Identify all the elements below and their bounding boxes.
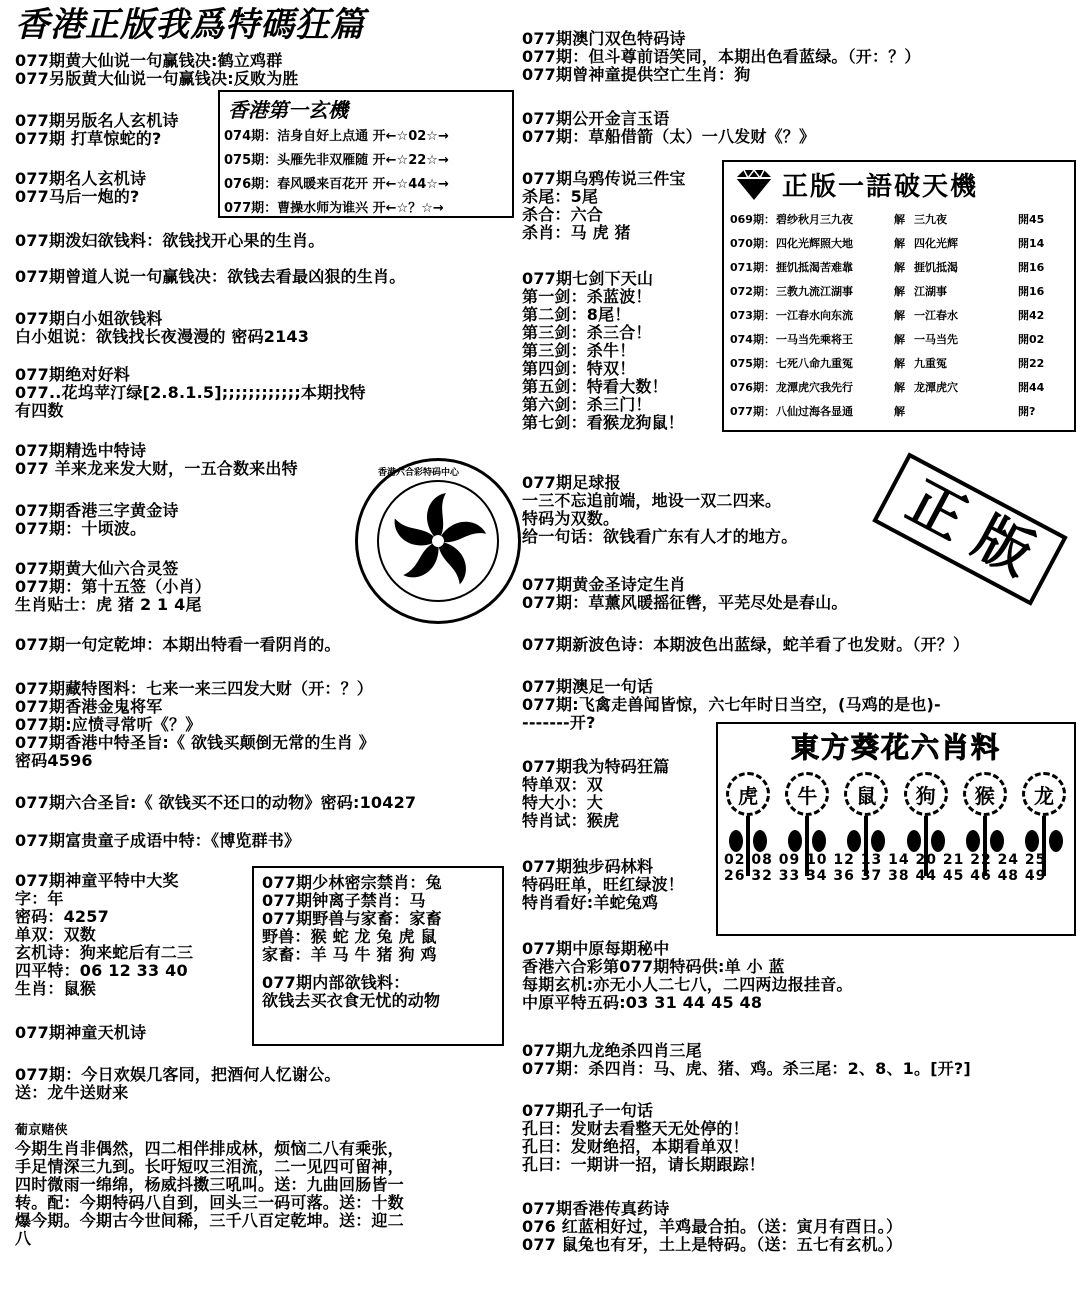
text-line: 四平特：06 12 33 40 bbox=[15, 961, 188, 980]
leaf-pair bbox=[966, 830, 1004, 852]
yiyu-cell-text: 捱饥抵渴苦难靠 bbox=[776, 261, 853, 274]
text-line: 第四剑：特双！ bbox=[522, 359, 636, 378]
text-line: 欲钱去买衣食无忧的动物 bbox=[262, 991, 441, 1010]
text-line: 077期：草船借箭（太）一八发财《？》 bbox=[522, 127, 816, 146]
text-line: 077期公开金言玉语 bbox=[522, 109, 670, 128]
yiyu-cell-kai: 開44 bbox=[1018, 381, 1045, 394]
text-line: 有四数 bbox=[15, 401, 64, 420]
block-shentong bbox=[15, 872, 193, 998]
text-line: 077期神童天机诗 bbox=[15, 1023, 147, 1042]
yiyu-cell-jie: 解 bbox=[894, 261, 905, 274]
block-juedui bbox=[15, 366, 366, 420]
text-line: 077期澳门双色特码诗 bbox=[522, 29, 686, 48]
yiyu-cell-kai: 開16 bbox=[1018, 261, 1045, 274]
leaf bbox=[1025, 830, 1039, 852]
text-line: 077期澳足一句话 bbox=[522, 677, 654, 696]
xuanji-box bbox=[218, 90, 514, 218]
text-line: 077期香港中特圣旨:《 欲钱买颠倒无常的生肖 》 bbox=[15, 733, 375, 752]
yiyu-cell-kai: 開02 bbox=[1018, 333, 1045, 346]
text-line: 077期：今日欢娱几客同，把酒何人忆谢公。 bbox=[15, 1065, 341, 1084]
yiyu-cell-jie: 解 bbox=[894, 381, 905, 394]
leaf bbox=[1049, 830, 1063, 852]
text-line: 第七剑：看猴龙狗鼠！ bbox=[522, 413, 685, 432]
yiyu-cell-jie: 解 bbox=[894, 213, 905, 226]
block-aomen bbox=[522, 30, 921, 84]
text-line: 给一句话：欲钱看广东有人才的地方。 bbox=[522, 527, 798, 546]
text-line: 077期我为特码狂篇 bbox=[522, 757, 670, 776]
yiyu-cell-kai: 開22 bbox=[1018, 357, 1045, 370]
page-title: 香港正版我爲特碼狂篇 bbox=[15, 5, 365, 45]
yiyu-cell-jie: 解 bbox=[894, 285, 905, 298]
leaf bbox=[753, 830, 767, 852]
text-line: 八 bbox=[15, 1229, 32, 1248]
yiyu-cell-period: 069期： bbox=[730, 213, 775, 226]
text-line: 077期乌鸦传说三件宝 bbox=[522, 169, 686, 188]
text-line: 一三不忘追前端，地设一双二四来。 bbox=[522, 491, 782, 510]
text-line: 077期：第十五签（小肖） bbox=[15, 577, 211, 596]
text-line: 077期白小姐欲钱料 bbox=[15, 309, 163, 328]
yiyu-cell-ans: 一马当先 bbox=[914, 333, 958, 346]
block-zuqiu bbox=[522, 474, 797, 546]
leaf bbox=[871, 830, 885, 852]
text-line: 特肖试：猴虎 bbox=[522, 811, 620, 830]
sunflower-icon bbox=[904, 772, 948, 852]
block-liuhe bbox=[15, 794, 416, 812]
yiyu-row bbox=[730, 231, 1068, 255]
yiyu-row bbox=[730, 279, 1068, 303]
number-row: 02 08 09 10 12 13 14 20 21 22 24 25 bbox=[724, 852, 1047, 868]
zodiac-label: 牛 bbox=[785, 772, 829, 816]
block-sanzi bbox=[15, 502, 179, 538]
text-line: 077期富贵童子成语中特：《博览群书》 bbox=[15, 831, 301, 850]
yiyu-cell-text: 三教九流江湖事 bbox=[776, 285, 853, 298]
yiyu-cell-text: 一马当先乘将王 bbox=[776, 333, 853, 346]
text-line: 转。配：今期特码八自到，回头三一码可落。送：十数 bbox=[15, 1193, 404, 1212]
text-line: 077期钟离子禁肖：马 bbox=[262, 891, 426, 910]
text-line: 077 鼠兔也有牙，土上是特码。（送：五七有玄机。） bbox=[522, 1235, 903, 1254]
text-line: 第二剑：8尾！ bbox=[522, 305, 631, 324]
block-jingxuan bbox=[15, 442, 298, 478]
yiyu-cell-ans: 江湖事 bbox=[914, 285, 947, 298]
yiyu-cell-kai: 開14 bbox=[1018, 237, 1045, 250]
text-line: 077期:应愤寻常听《？》 bbox=[15, 715, 202, 734]
text-line: 玄机诗：狗来蛇后有二三 bbox=[15, 943, 194, 962]
number-row: 26 32 33 34 36 37 38 44 45 46 48 49 bbox=[724, 868, 1047, 884]
yiyu-cell-period: 074期： bbox=[730, 333, 775, 346]
text-line: 077期香港金鬼将军 bbox=[15, 697, 163, 716]
yiyu-cell-period: 070期： bbox=[730, 237, 775, 250]
text-line: 生肖贴士：虎 猪 2 1 4尾 bbox=[15, 595, 202, 614]
text-line: 杀肖：马 虎 猪 bbox=[522, 223, 631, 242]
text-line: 每期玄机:亦无小人二七八，二四两边报挂音。 bbox=[522, 975, 853, 994]
text-line: 077期内部欲钱料： bbox=[262, 973, 410, 992]
text-line: 密码4596 bbox=[15, 751, 93, 770]
text-line: 密码：4257 bbox=[15, 907, 109, 926]
text-line: 077期少林密宗禁肖：兔 bbox=[262, 873, 442, 892]
leaf bbox=[907, 830, 921, 852]
text-line: 第六剑：杀三门！ bbox=[522, 395, 652, 414]
text-line: 077期新波色诗：本期波色出蓝绿，蛇羊看了也发财。（开？） bbox=[522, 635, 970, 654]
block-chuanzhen bbox=[522, 1200, 902, 1254]
leaf-pair bbox=[729, 830, 767, 852]
leaf bbox=[990, 830, 1004, 852]
text-line: 077期名人玄机诗 bbox=[15, 169, 147, 188]
text-line: 076 红蓝相好过，羊鸡最合拍。（送：寅月有酉日。） bbox=[522, 1217, 903, 1236]
text-line: 孔曰：一期讲一招，请长期跟踪！ bbox=[522, 1155, 766, 1174]
text-line: 杀尾：5尾 bbox=[522, 187, 599, 206]
sunflower-icon bbox=[1022, 772, 1066, 852]
flower-box bbox=[716, 722, 1076, 936]
text-line: 077期香港传真药诗 bbox=[522, 1199, 670, 1218]
xuanji-row: 077期：曹操水师为谁兴 开←☆？☆→ bbox=[224, 201, 444, 216]
block-qiankun bbox=[15, 636, 341, 654]
block-huangjin bbox=[522, 576, 848, 612]
yiyu-row bbox=[730, 207, 1068, 231]
block-zengdaoren bbox=[15, 268, 405, 286]
yiyu-cell-text: 四化光辉照大地 bbox=[776, 237, 853, 250]
yiyu-cell-period: 076期： bbox=[730, 381, 775, 394]
yiyu-cell-period: 071期： bbox=[730, 261, 775, 274]
block-fugui bbox=[15, 832, 300, 850]
text-line: 第五剑：特看大数！ bbox=[522, 377, 668, 396]
block-jiulong bbox=[522, 1042, 971, 1078]
leaf bbox=[729, 830, 743, 852]
block-cangte bbox=[15, 680, 375, 770]
zodiac-label: 猴 bbox=[963, 772, 1007, 816]
text-line: 白小姐说：欲钱找长夜漫漫的 密码2143 bbox=[15, 327, 310, 346]
text-line: 生肖：鼠猴 bbox=[15, 979, 97, 998]
text-line: 杀合：六合 bbox=[522, 205, 604, 224]
text-line: 野兽：猴 蛇 龙 兔 虎 鼠 bbox=[262, 927, 437, 946]
text-line: 特肖看好:羊蛇兔鸡 bbox=[522, 893, 659, 912]
text-line: 特码为双数。 bbox=[522, 509, 620, 528]
text-line: 第三剑：杀三合！ bbox=[522, 323, 652, 342]
yiyu-cell-kai: 開42 bbox=[1018, 309, 1045, 322]
yiyu-row bbox=[730, 375, 1068, 399]
text-line: 077期另版名人玄机诗 bbox=[15, 111, 179, 130]
shaolin-box bbox=[252, 866, 504, 1046]
text-line: 077期足球报 bbox=[522, 473, 621, 492]
yiyu-cell-ans: 一江春水 bbox=[914, 309, 958, 322]
leaf bbox=[966, 830, 980, 852]
text-line: 特码旺单，旺红绿波！ bbox=[522, 875, 685, 894]
yiyu-cell-ans: 龙潭虎穴 bbox=[914, 381, 958, 394]
text-line: 077期精选中特诗 bbox=[15, 441, 147, 460]
diamond-icon bbox=[732, 168, 776, 202]
yiyu-cell-ans: 九重冤 bbox=[914, 357, 947, 370]
yiyu-cell-kai: 開? bbox=[1018, 405, 1036, 418]
yiyu-cell-jie: 解 bbox=[894, 237, 905, 250]
text-line: 077期：但斗尊前语笑同，本期出色看蓝绿。（开：？） bbox=[522, 47, 921, 66]
text-line: 077期藏特图料：七来一来三四发大财（开：？） bbox=[15, 679, 373, 698]
sunflower-icon bbox=[963, 772, 1007, 852]
text-line: 中原平特五码:03 31 44 45 48 bbox=[522, 993, 763, 1012]
leaf-pair bbox=[907, 830, 945, 852]
text-line: 077期泼妇欲钱料：欲钱找开心果的生肖。 bbox=[15, 231, 325, 250]
text-line: 077期：草薰风暖摇征辔，平芜尽处是春山。 bbox=[522, 593, 848, 612]
zodiac-label: 虎 bbox=[726, 772, 770, 816]
text-line: 077期：杀四肖：马、虎、猪、鸡。杀三尾：2、8、1。[开?] bbox=[522, 1059, 971, 1078]
yiyu-title: 正版一語破天機 bbox=[782, 172, 979, 202]
text-line: 077期:飞禽走兽闻皆惊，六七年时日当空，(马鸡的是也)- bbox=[522, 695, 941, 714]
leaf bbox=[812, 830, 826, 852]
leaf bbox=[931, 830, 945, 852]
yiyu-cell-ans: 捱饥抵渴 bbox=[914, 261, 958, 274]
text-line: 077 羊来龙来发大财，一五合数来出特 bbox=[15, 459, 298, 478]
yiyu-cell-jie: 解 bbox=[894, 357, 905, 370]
section-heading: 葡京赌侠 bbox=[15, 1123, 68, 1138]
text-line: 手足情深三九到。长吁短叹三泪流，二一见四可留神， bbox=[15, 1157, 404, 1176]
xuanji-row: 075期：头雁先非双雁随 开←☆22☆→ bbox=[224, 153, 449, 168]
yiyu-row bbox=[730, 399, 1068, 423]
yiyu-cell-kai: 開45 bbox=[1018, 213, 1045, 226]
leaf bbox=[788, 830, 802, 852]
yiyu-cell-jie: 解 bbox=[894, 333, 905, 346]
text-line: 第三剑：杀牛！ bbox=[522, 341, 636, 360]
yiyu-cell-period: 073期： bbox=[730, 309, 775, 322]
block-kongzi bbox=[522, 1102, 765, 1174]
block-woweite bbox=[522, 758, 669, 830]
sunflower-icon bbox=[785, 772, 829, 852]
sunflower-icon bbox=[844, 772, 888, 852]
zodiac-label: 龙 bbox=[1022, 772, 1066, 816]
text-line: 第一剑：杀蓝波！ bbox=[522, 287, 652, 306]
text-line: 孔曰：发财绝招，本期看单双！ bbox=[522, 1137, 749, 1156]
text-line: 孔曰：发财去看整天无处停的！ bbox=[522, 1119, 749, 1138]
text-line: 077期九龙绝杀四肖三尾 bbox=[522, 1041, 702, 1060]
sunflower-icon bbox=[726, 772, 770, 852]
block-dubu bbox=[522, 858, 684, 912]
block-jinyan bbox=[522, 110, 815, 146]
zodiac-label: 鼠 bbox=[844, 772, 888, 816]
block-pujing bbox=[15, 1122, 404, 1248]
emblem-text: 香港六合彩特码中心 bbox=[378, 468, 460, 478]
text-line: 今期生肖非偶然，四二相伴排成林，烦恼二八有乘张， bbox=[15, 1139, 404, 1158]
text-line: 077期神童平特中大奖 bbox=[15, 871, 179, 890]
leaf-pair bbox=[788, 830, 826, 852]
yiyu-cell-text: 龙潭虎穴我先行 bbox=[776, 381, 853, 394]
flower-row bbox=[718, 772, 1074, 852]
yiyu-cell-ans: 三九夜 bbox=[914, 213, 947, 226]
block-baixiaojie bbox=[15, 310, 309, 346]
text-line: 077期黄大仙说一句赢钱决:鹤立鸡群 bbox=[15, 51, 283, 70]
text-line: 字：年 bbox=[15, 889, 64, 908]
text-line: 077期：十顷波。 bbox=[15, 519, 147, 538]
yiyu-row bbox=[730, 255, 1068, 279]
xuanji-box-title: 香港第一玄機 bbox=[220, 92, 512, 125]
text-line: 077期七剑下天山 bbox=[522, 269, 654, 288]
yiyu-row bbox=[730, 351, 1068, 375]
flower-box-title: 東方葵花六肖料 bbox=[790, 731, 1001, 764]
yiyu-header bbox=[724, 162, 1074, 207]
text-line: 077期六合圣旨:《 欲钱买不还口的动物》密码:10427 bbox=[15, 793, 417, 812]
text-line: 香港六合彩第077期特码供:单 小 蓝 bbox=[522, 957, 785, 976]
text-line: 单双：双数 bbox=[15, 925, 97, 944]
leaf bbox=[847, 830, 861, 852]
yiyu-cell-period: 077期： bbox=[730, 405, 775, 418]
zodiac-label: 狗 bbox=[904, 772, 948, 816]
text-line: 077期香港三字黄金诗 bbox=[15, 501, 179, 520]
block-huangdaxian bbox=[15, 52, 299, 88]
yiyu-cell-text: 碧纱秋月三九夜 bbox=[776, 213, 853, 226]
text-line: 特大小：大 bbox=[522, 793, 604, 812]
text-line: -------开? bbox=[522, 713, 596, 732]
block-wuya bbox=[522, 170, 686, 242]
yiyu-row bbox=[730, 303, 1068, 327]
yiyu-cell-text: 七死八命九重冤 bbox=[776, 357, 853, 370]
yiyu-cell-kai: 開16 bbox=[1018, 285, 1045, 298]
text-line: 077期孔子一句话 bbox=[522, 1101, 654, 1120]
text-line: 077期独步码林料 bbox=[522, 857, 654, 876]
text-line: 077..花坞苹汀绿[2.8.1.5];;;;;;;;;;;;本期找特 bbox=[15, 383, 366, 402]
text-line: 爆今期。今期古今世间稀，三千八百定乾坤。送：迎二 bbox=[15, 1211, 404, 1230]
yiyu-cell-text: 一江春水向东流 bbox=[776, 309, 853, 322]
block-pofu bbox=[15, 232, 324, 250]
text-line: 077期曾神童提供空亡生肖：狗 bbox=[522, 65, 751, 84]
xuanji-row: 074期：洁身自好上点通 开←☆02☆→ bbox=[224, 129, 449, 144]
bauhinia-icon bbox=[358, 461, 518, 621]
block-zhongyuan bbox=[522, 940, 853, 1012]
text-line: 077期黄大仙六合灵签 bbox=[15, 559, 179, 578]
text-line: 特单双：双 bbox=[522, 775, 604, 794]
yiyu-box bbox=[722, 160, 1076, 432]
yiyu-cell-period: 072期： bbox=[730, 285, 775, 298]
yiyu-row bbox=[730, 327, 1068, 351]
leaf-pair bbox=[847, 830, 885, 852]
text-line: 077期黄金圣诗定生肖 bbox=[522, 575, 686, 594]
block-huanyu bbox=[15, 1066, 341, 1102]
text-line: 077期绝对好料 bbox=[15, 365, 130, 384]
block-qijian bbox=[522, 270, 684, 432]
block-tianji bbox=[15, 1024, 146, 1042]
yiyu-cell-jie: 解 bbox=[894, 309, 905, 322]
zhengban-stamp: 正 版 bbox=[872, 452, 1067, 605]
block-lingqian bbox=[15, 560, 211, 614]
block-xinbose bbox=[522, 636, 969, 654]
text-line: 077期中原每期秘中 bbox=[522, 939, 670, 958]
yiyu-cell-ans: 四化光辉 bbox=[914, 237, 958, 250]
bauhinia-emblem bbox=[355, 458, 521, 624]
text-line: 077另版黄大仙说一句赢钱决:反败为胜 bbox=[15, 69, 299, 88]
text-line: 四时微雨一绵绵，杨威抖擞三吼叫。送：九曲回肠皆一 bbox=[15, 1175, 404, 1194]
text-line: 077期 打草惊蛇的? bbox=[15, 129, 162, 148]
text-line: 家畜：羊 马 牛 猪 狗 鸡 bbox=[262, 945, 437, 964]
block-mingren-ling bbox=[15, 112, 179, 148]
text-line: 送：龙牛送财来 bbox=[15, 1083, 129, 1102]
leaf-pair bbox=[1025, 830, 1063, 852]
yiyu-table bbox=[724, 207, 1074, 423]
text-line: 077马后一炮的? bbox=[15, 187, 140, 206]
text-line: 077期一句定乾坤：本期出特看一看阴肖的。 bbox=[15, 635, 341, 654]
text-line: 077期曾道人说一句赢钱决：欲钱去看最凶狠的生肖。 bbox=[15, 267, 406, 286]
yiyu-cell-period: 075期： bbox=[730, 357, 775, 370]
yiyu-cell-jie: 解 bbox=[894, 405, 905, 418]
text-line: 077期野兽与家畜：家畜 bbox=[262, 909, 442, 928]
xuanji-row: 076期：春风暖来百花开 开←☆44☆→ bbox=[224, 177, 449, 192]
yiyu-cell-text: 八仙过海各显通 bbox=[776, 405, 853, 418]
block-mingren bbox=[15, 170, 146, 206]
